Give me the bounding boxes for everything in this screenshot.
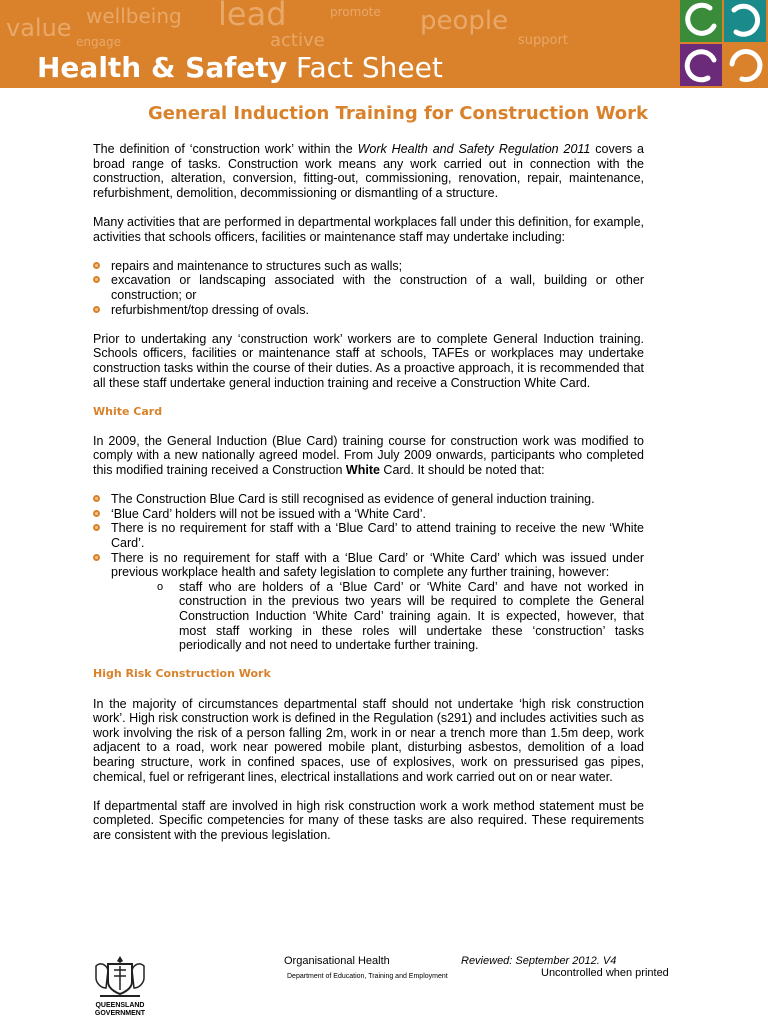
background-word: active [270, 30, 325, 51]
header-title-bold: Health & Safety [37, 51, 288, 84]
white-card-text-2: Card. It should be noted that: [379, 463, 545, 478]
white-card-heading: White Card [93, 404, 163, 418]
intro-paragraph [93, 142, 644, 200]
bullet-icon [93, 524, 100, 531]
bullet-icon [93, 262, 100, 269]
document-title: General Induction Training for Construction Work [147, 103, 649, 124]
background-word: people [420, 6, 509, 36]
list-item [93, 507, 644, 522]
background-word: lead [218, 0, 287, 33]
tile-purple-icon [680, 44, 722, 86]
list-item-text: excavation or landscaping associated with the construction of a wall, building or other construction; or [111, 273, 644, 302]
circle-bullet-icon: o [157, 580, 164, 593]
header-title-light: Fact Sheet [295, 51, 443, 84]
footer-department: Department of Education, Training and Employment [287, 973, 448, 980]
background-word: promote [330, 5, 381, 19]
intro-text-2: covers a broad range of tasks. Construction work means any work carried out in connection with the construction, alteration, conversion, fitting-out, commissioning, renovation, repair, maintenance, refurbishment, demolition, decommissioning or dismantling of a structure. [93, 142, 644, 200]
list-item [93, 273, 644, 302]
bullet-icon [93, 306, 100, 313]
logo-text-line-1: QUEENSLAND [95, 1002, 145, 1009]
list-item [93, 521, 644, 550]
bullet-icon [93, 510, 100, 517]
high-risk-heading: High Risk Construction Work [93, 667, 271, 681]
coat-of-arms-icon [88, 952, 152, 1002]
white-card-sublist [111, 580, 644, 653]
training-paragraph: Prior to undertaking any ‘construction work’ workers are to complete General Induction training. Schools officers, facilities or maintenance staff at schools, TAFEs or workplaces may undertake construction tasks within the course of their duties. As a proactive approach, it is recommended that all these staff undertake general induction training and receive a Construction White Card. [93, 331, 644, 390]
final-paragraph: If departmental staff are involved in high risk construction work a work method statement must be completed. Specific competencies for many of these tasks are also required. These requirements are consistent with the previous legislation. [93, 798, 644, 842]
list-item-text: The Construction Blue Card is still recognised as evidence of general induction training. [111, 492, 595, 507]
background-word: support [518, 33, 568, 48]
white-card-bold: White [345, 463, 380, 478]
bullet-icon [93, 554, 100, 561]
sublist-item-text: staff who are holders of a ‘Blue Card’ or ‘White Card’ and have not worked in construction in the previous two years will be required to complete the General Construction Induction ‘White Card’ training again. It is expected, however, that most staff working in these roles will undertake these ‘construction’ tasks periodically and not need to undertake further training. [179, 579, 644, 653]
header-title [37, 52, 443, 84]
bullet-icon [93, 495, 100, 502]
footer-uncontrolled: Uncontrolled when printed [541, 967, 669, 979]
tile-green-icon [680, 0, 722, 42]
activities-list [93, 259, 644, 317]
logo-text-line-2: GOVERNMENT [94, 1010, 146, 1017]
list-item-text: refurbishment/top dressing of ovals. [111, 302, 310, 317]
white-card-list [93, 492, 644, 653]
regulation-name: Work Health and Safety Regulation 2011 [357, 142, 591, 156]
background-word: value [6, 14, 72, 42]
bullet-icon [93, 276, 100, 283]
tile-teal-icon [724, 0, 766, 42]
logo-text [88, 1002, 152, 1018]
queensland-government-logo [88, 952, 152, 1022]
list-item [93, 259, 644, 274]
background-word: engage [76, 35, 121, 49]
white-card-paragraph [93, 434, 644, 478]
header-banner [0, 0, 768, 88]
white-card-text-1: In 2009, the General Induction (Blue Card) training course for construction work was modified to comply with a new nationally agreed model. From July 2009 onwards, participants who completed this modified training received a Construction [93, 433, 644, 478]
activities-intro-paragraph: Many activities that are performed in departmental workplaces fall under this definition, for example, activities that schools officers, facilities or maintenance staff may undertake including: [93, 214, 644, 244]
list-item-text: There is no requirement for staff with a ‘Blue Card’ to attend training to receive the new ‘White Card’. [111, 521, 644, 551]
intro-text-1: The definition of ‘construction work’ within the [93, 142, 358, 156]
footer-reviewed: Reviewed: September 2012. V4 [461, 955, 617, 967]
decorative-tiles [678, 0, 768, 88]
list-item [93, 303, 644, 318]
footer-organisation: Organisational Health [284, 955, 390, 967]
tile-orange-icon [724, 44, 766, 86]
high-risk-paragraph: In the majority of circumstances departmental staff should not undertake ‘high risk construction work’. High risk construction work is defined in the Regulation (s291) and includes activities such as work involving the risk of a person falling 2m, work in or near a trench more than 1.5m deep, work adjacent to a road, work near powered mobile plant, disturbing asbestos, demolition of a load bearing structure, work in confined spaces, use of explosives, work on pressurised gas pipes, chemical, fuel or refrigerant lines, electrical installations and work carried out on or near water. [93, 696, 644, 784]
list-item-text: ‘Blue Card’ holders will not be issued with a ‘White Card’. [111, 506, 426, 521]
list-item-text: repairs and maintenance to structures such as walls; [111, 258, 403, 273]
list-item-text: There is no requirement for staff with a ‘Blue Card’ or ‘White Card’ which was issued under previous workplace health and safety legislation to complete any further training, however: [111, 550, 644, 580]
document-body [93, 142, 644, 857]
list-item [93, 551, 644, 653]
list-item [93, 492, 644, 507]
sublist-item [111, 580, 644, 653]
background-word: wellbeing [86, 4, 182, 28]
